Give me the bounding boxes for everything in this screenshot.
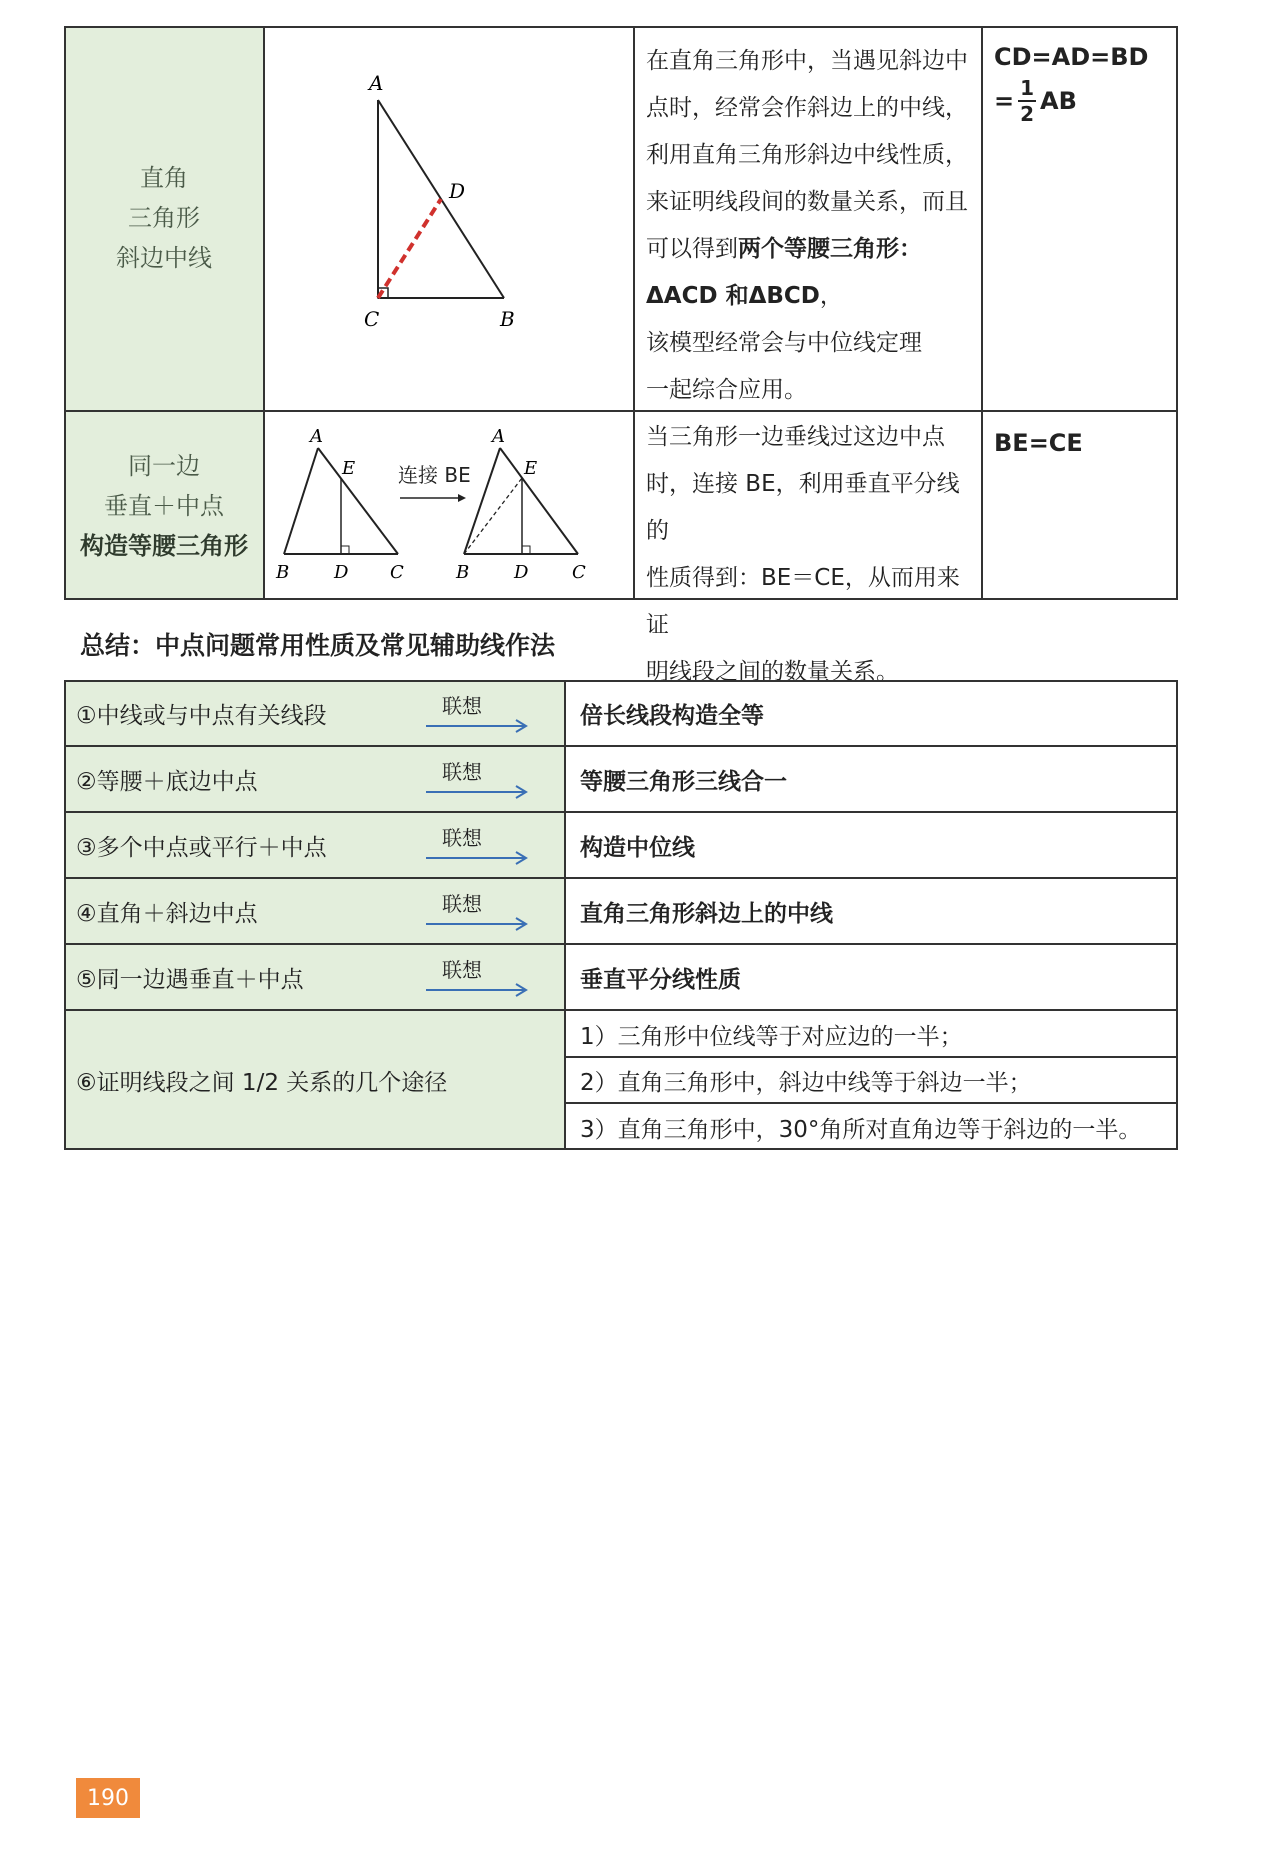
desc-bold: ΔACD 和ΔBCD — [646, 283, 820, 309]
label-C: C — [364, 307, 380, 331]
row1-label-line2: 三角形 — [128, 204, 200, 232]
desc-line: 利用直角三角形斜边中线性质， — [646, 142, 968, 168]
row2-label-strong: 构造等腰三角形 — [80, 532, 248, 560]
desc-line: 点时，经常会作斜边上的中线， — [646, 95, 968, 121]
formula-line: CD=AD=BD — [994, 43, 1149, 71]
divider — [564, 680, 566, 1150]
label-B: B — [500, 307, 515, 331]
summary-row4-right: 直角三角形斜边上的中线 — [580, 900, 833, 927]
divider — [633, 26, 635, 600]
summary-row1-left: ①中线或与中点有关线段 — [76, 702, 327, 729]
assoc-label: 联想 — [442, 958, 482, 982]
proof-left: ⑥证明线段之间 1/2 关系的几个途径 — [76, 1069, 448, 1096]
desc-line: 一起综合应用。 — [646, 377, 807, 403]
summary-row5-left: ⑤同一边遇垂直＋中点 — [76, 966, 304, 993]
right-label-E: E — [524, 458, 538, 479]
divider — [64, 745, 1178, 747]
desc-text: 可以得到 — [646, 236, 738, 262]
row1-label-line1: 直角 — [140, 164, 188, 192]
divider — [64, 877, 1178, 879]
summary-row5-right: 垂直平分线性质 — [580, 966, 741, 993]
desc-line: 当三角形一边垂线过这边中点 — [646, 424, 945, 450]
assoc-label: 联想 — [442, 694, 482, 718]
label-A: A — [369, 71, 384, 95]
desc-line: 性质得到：BE＝CE，从而用来证 — [646, 565, 960, 638]
proof-item-2: 2）直角三角形中，斜边中线等于斜边一半； — [580, 1069, 1032, 1096]
summary-row3-right: 构造中位线 — [580, 834, 695, 861]
proof-item-3: 3）直角三角形中，30°角所对直角边等于斜边的一半。 — [580, 1116, 1142, 1143]
left-label-A: A — [310, 426, 323, 447]
desc-line: 时，连接 BE，利用垂直平分线的 — [646, 471, 960, 544]
right-label-D: D — [514, 562, 529, 583]
summary-row2-left: ②等腰＋底边中点 — [76, 768, 258, 795]
assoc-label: 联想 — [442, 760, 482, 784]
denominator: 2 — [1020, 102, 1035, 126]
formula-tail: AB — [1040, 87, 1077, 115]
divider — [64, 811, 1178, 813]
summary-border — [64, 680, 1178, 1150]
desc-line: 该模型经常会与中位线定理 — [646, 330, 922, 356]
right-label-C: C — [572, 562, 586, 583]
assoc-label: 联想 — [442, 892, 482, 916]
left-label-B: B — [276, 562, 290, 583]
desc-line: 在直角三角形中，当遇见斜边中 — [646, 48, 968, 74]
right-label-B: B — [456, 562, 470, 583]
row2-label-line2: 垂直＋中点 — [104, 492, 224, 520]
divider — [64, 943, 1178, 945]
left-label-E: E — [342, 458, 356, 479]
divider — [64, 1009, 1178, 1011]
row2-label-line1: 同一边 — [128, 452, 200, 480]
desc-text: ， — [819, 283, 843, 309]
assoc-label: 联想 — [442, 826, 482, 850]
summary-row1-right: 倍长线段构造全等 — [580, 702, 764, 729]
desc-line: 明线段之间的数量关系。 — [646, 659, 899, 685]
row1-label-line3: 斜边中线 — [116, 244, 212, 272]
numerator: 1 — [1020, 76, 1035, 100]
summary-table — [64, 680, 1178, 1150]
divider — [981, 26, 983, 600]
divider — [263, 26, 265, 600]
proof-item-1: 1）三角形中位线等于对应边的一半； — [580, 1023, 963, 1050]
left-label-C: C — [390, 562, 404, 583]
desc-bold: 两个等腰三角形： — [738, 236, 922, 262]
divider — [564, 1056, 1178, 1058]
formula-line: BE=CE — [994, 429, 1083, 457]
right-label-A: A — [492, 426, 505, 447]
summary-row4-left: ④直角＋斜边中点 — [76, 900, 258, 927]
table-border — [64, 26, 1178, 600]
formula-eq: = — [994, 87, 1015, 115]
desc-line: 来证明线段间的数量关系，而且 — [646, 189, 968, 215]
left-label-D: D — [334, 562, 349, 583]
divider — [564, 1102, 1178, 1104]
summary-row2-right: 等腰三角形三线合一 — [580, 768, 787, 795]
summary-title: 总结：中点问题常用性质及常见辅助线作法 — [80, 631, 556, 660]
summary-row3-left: ③多个中点或平行＋中点 — [76, 834, 327, 861]
label-D: D — [449, 179, 466, 203]
divider — [64, 410, 1178, 412]
page-number: 190 — [76, 1778, 140, 1818]
connect-be-text: 连接 BE — [398, 463, 471, 487]
